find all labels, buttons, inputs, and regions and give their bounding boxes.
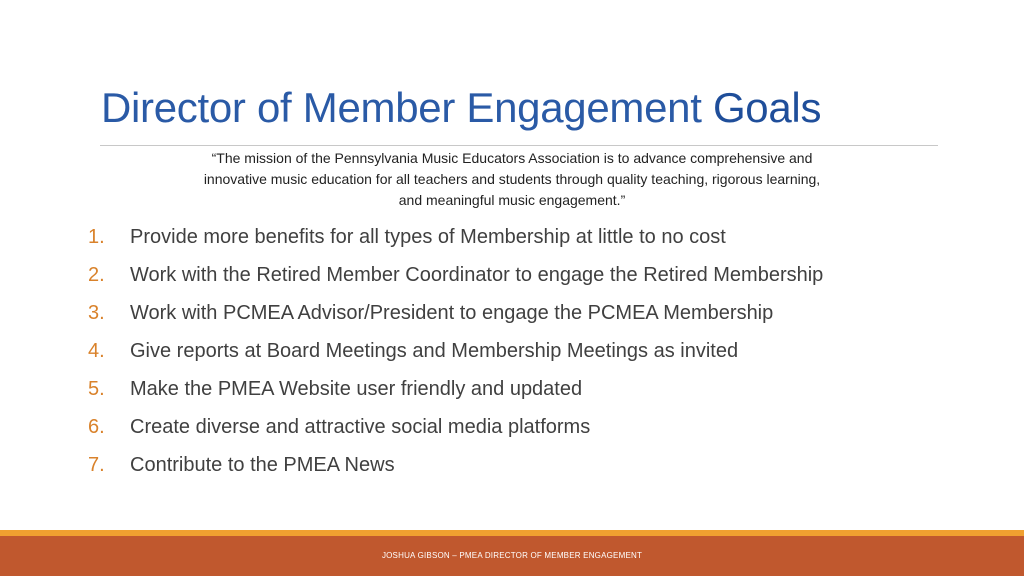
- goal-item-6: [88, 410, 968, 448]
- goal-number: 1.: [88, 226, 105, 248]
- mission-line-2: innovative music education for all teachers and students through quality teaching, rigorous learning,: [203, 171, 821, 187]
- mission-quote: [150, 148, 874, 211]
- goal-text: Make the PMEA Website user friendly and updated: [130, 378, 583, 400]
- title-main: Director of Member Engagement: [101, 84, 713, 131]
- goal-text: Contribute to the PMEA News: [130, 454, 395, 476]
- goal-number: 7.: [88, 454, 105, 476]
- goal-text: Work with the Retired Member Coordinator to engage the Retired Membership: [130, 264, 824, 286]
- goal-text: Give reports at Board Meetings and Membership Meetings as invited: [130, 340, 739, 362]
- title-divider: [100, 145, 938, 146]
- goal-number: 3.: [88, 302, 105, 324]
- goal-number: 2.: [88, 264, 105, 286]
- goal-item-7: [88, 448, 968, 486]
- goal-number: 4.: [88, 340, 105, 362]
- goal-text: Work with PCMEA Advisor/President to engage the PCMEA Membership: [130, 302, 774, 324]
- goal-item-5: [88, 372, 968, 410]
- goal-number: 5.: [88, 378, 105, 400]
- goal-text: Create diverse and attractive social media platforms: [130, 416, 591, 438]
- goal-item-4: [88, 334, 968, 372]
- goals-list: [88, 220, 968, 486]
- goal-item-2: [88, 258, 968, 296]
- goal-item-1: [88, 220, 968, 258]
- mission-line-1: “The mission of the Pennsylvania Music Educators Association is to advance comprehensive and: [211, 150, 813, 166]
- title-accent: Goals: [712, 84, 822, 131]
- slide-title: [101, 82, 821, 134]
- goal-item-3: [88, 296, 968, 334]
- footer-text: JOSHUA GIBSON – PMEA DIRECTOR OF MEMBER ENGAGEMENT: [381, 551, 643, 560]
- goal-text: Provide more benefits for all types of Membership at little to no cost: [130, 226, 726, 248]
- goal-number: 6.: [88, 416, 105, 438]
- mission-line-3: and meaningful music engagement.”: [398, 192, 626, 208]
